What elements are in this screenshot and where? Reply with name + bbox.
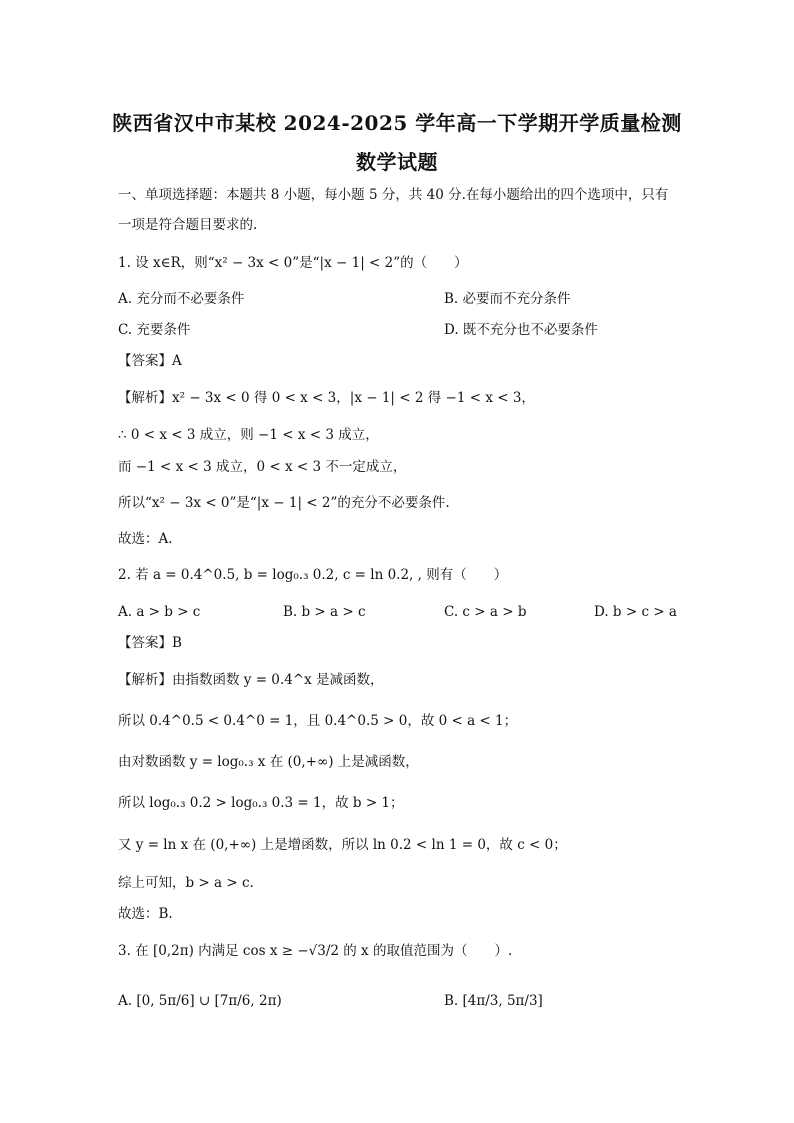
q2-stem: 2. 若 a = 0.4^0.5, b = log₀.₃ 0.2, c = ln 0.2, , 则有（ ）: [118, 567, 508, 583]
q3-stem: 3. 在 [0,2π) 内满足 cos x ≥ −√3/2 的 x 的取值范围为（ ）.: [118, 943, 513, 959]
paper-subtitle: 数学试题: [356, 150, 438, 174]
q2-analysis-line: 综上可知，b > a > c.: [118, 875, 254, 891]
q2-option-c: C. c > a > b: [444, 604, 527, 620]
q2-answer: 【答案】B: [118, 635, 182, 651]
q1-option-c: C. 充要条件: [118, 322, 191, 338]
q1-stem: 1. 设 x∈R，则“x² − 3x < 0”是“|x − 1| < 2”的（ ）: [118, 255, 468, 271]
q1-analysis-line: 所以“x² − 3x < 0”是“|x − 1| < 2”的充分不必要条件.: [118, 495, 450, 511]
section-heading-line2: 一项是符合题目要求的.: [118, 217, 258, 233]
q1-analysis-line: 故选：A.: [118, 531, 173, 547]
q2-option-a: A. a > b > c: [118, 604, 201, 620]
q3-option-a: A. [0, 5π/6] ∪ [7π/6, 2π): [118, 993, 282, 1009]
q2-analysis-line: 【解析】由指数函数 y = 0.4^x 是减函数，: [118, 672, 384, 688]
q2-analysis-line: 所以 0.4^0.5 < 0.4^0 = 1，且 0.4^0.5 > 0，故 0 < a < 1；: [118, 713, 518, 729]
q3-option-b: B. [4π/3, 5π/3]: [444, 993, 543, 1009]
q2-analysis-line: 故选：B.: [118, 906, 173, 922]
q2-option-d: D. b > c > a: [594, 604, 677, 620]
q2-option-b: B. b > a > c: [283, 604, 366, 620]
q1-option-d: D. 既不充分也不必要条件: [444, 322, 598, 338]
q2-analysis-line: 又 y = ln x 在 (0,+∞) 上是增函数，所以 ln 0.2 < ln 1 = 0，故 c < 0；: [118, 837, 567, 853]
q2-analysis-line: 由对数函数 y = log₀.₃ x 在 (0,+∞) 上是减函数，: [118, 754, 419, 770]
q1-option-a: A. 充分而不必要条件: [118, 291, 245, 307]
q1-option-b: B. 必要而不充分条件: [444, 291, 571, 307]
q1-analysis-line: ∴ 0 < x < 3 成立，则 −1 < x < 3 成立，: [118, 427, 379, 443]
q1-answer: 【答案】A: [118, 353, 182, 369]
q1-analysis-line: 【解析】x² − 3x < 0 得 0 < x < 3，|x − 1| < 2 得 −1 < x < 3，: [118, 390, 535, 406]
section-heading-line1: 一、单项选择题：本题共 8 小题，每小题 5 分，共 40 分.在每小题给出的四个选项中，只有: [118, 187, 669, 203]
q1-analysis-line: 而 −1 < x < 3 成立，0 < x < 3 不一定成立，: [118, 459, 407, 475]
q2-analysis-line: 所以 log₀.₃ 0.2 > log₀.₃ 0.3 = 1，故 b > 1；: [118, 795, 404, 811]
paper-title: 陕西省汉中市某校 2024-2025 学年高一下学期开学质量检测: [112, 111, 682, 135]
